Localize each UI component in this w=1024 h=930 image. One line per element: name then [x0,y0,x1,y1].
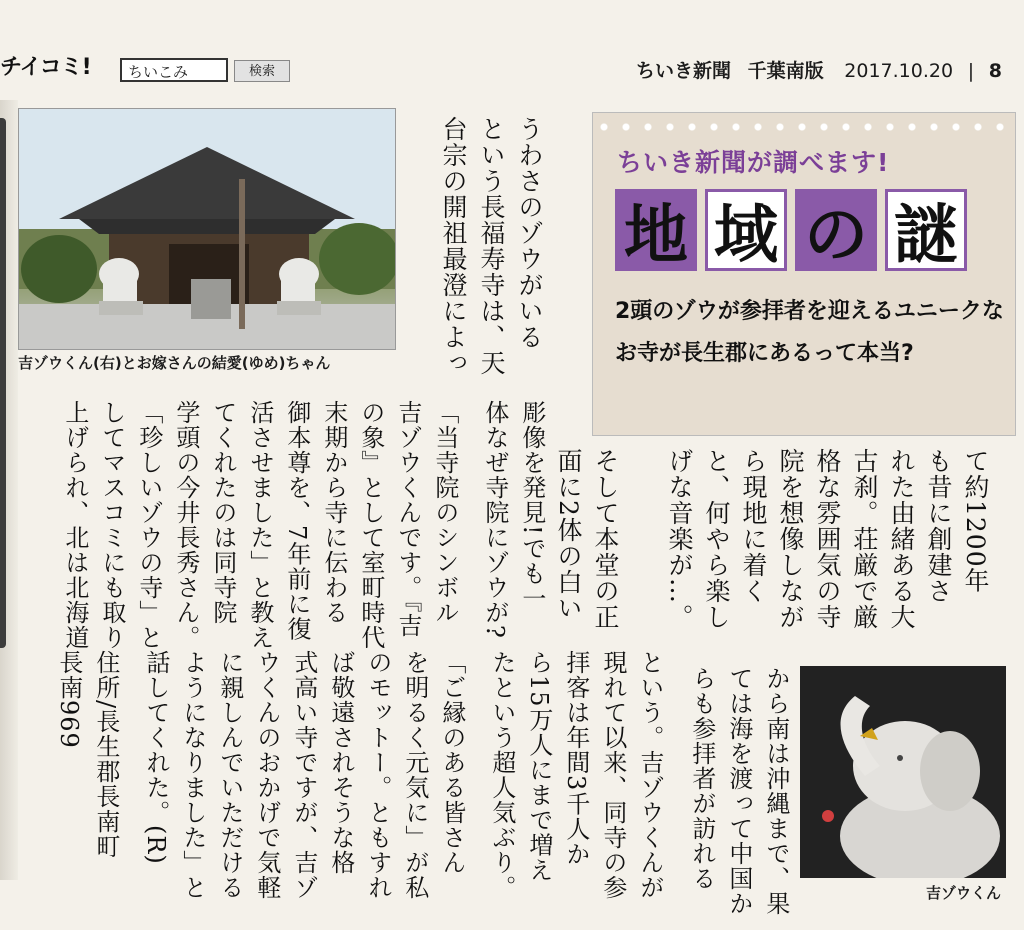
paper-name: ちいき新聞 [636,60,732,82]
body-col-m12: 学頭の今井長秀さん。 [171,400,200,650]
header [0,0,1024,92]
body-col-b1: という。吉ゾウくんが [635,650,664,900]
body-col-m6: 吉ゾウくんです。『吉 [393,400,422,638]
search-button[interactable]: 検索 [234,60,290,82]
body-col-m8: 末期から寺に伝わる [319,400,348,625]
body-col-b9: ば敬遠されそうな格 [326,650,355,875]
title-subheading: ちいき新聞が調べます! [617,148,890,177]
body-col-b3: 拝客は年間3千人か [561,650,590,867]
body-col-m4: 体なぜ寺院にゾウが? [480,400,509,639]
title-char-3: の [795,189,877,271]
body-col-top-3: 台宗の開祖最澄によっ [439,116,468,376]
body-col-r8: と、何やら楽し [702,448,731,630]
body-col-b4: ら15万人にまで増え [524,650,553,883]
body-col-m11: てくれたのは同寺院 [208,400,237,625]
body-col-top-1: うわさのゾウがいる [515,116,544,350]
issue-meta [636,56,1002,83]
body-col-r9: げな音楽が…。 [665,448,694,630]
body-col-m13: 「珍しいゾウの寺」と [134,400,163,650]
photo-caption: 吉ゾウくん(右)とお嫁さんの結愛(ゆめ)ちゃん [18,354,331,372]
body-col-m5: 「当寺院のシンボル [430,400,459,625]
body-col-r5: 格な雰囲気の寺 [813,448,842,630]
title-char-1: 地 [615,189,697,271]
title-char-2: 域 [705,189,787,271]
body-col-r7: ら現地に着く [739,448,768,604]
elephant-caption: 吉ゾウくん [926,884,1002,902]
body-col-b14: 話してくれた。(R) [141,650,170,865]
dotted-border [593,119,1015,135]
body-col-m15: 上げられ、北は北海道 [60,400,89,650]
page-number: 8 [988,60,1002,82]
temple-photo [18,108,396,350]
body-col-r6: 院を想像しなが [776,448,805,630]
issue-date: 2017.10.20 [844,60,954,82]
body-col-b5: たという超人気ぶり。 [487,650,516,900]
title-heading [615,189,967,271]
body-col-b15: 住所/長生郡長南町 [91,650,120,860]
body-col-r3: れた由緒ある大 [887,448,916,630]
site-logo[interactable]: チイコミ! [0,55,91,80]
body-col-rl1: から南は沖縄まで、果 [761,666,790,916]
body-col-b2: 現れて以来、同寺の参 [598,650,627,900]
body-col-b7: を明るく元気に」が私 [400,650,429,900]
body-col-b8: のモットー。ともすれ [363,650,392,900]
body-col-rl2: ては海を渡って中国か [724,666,753,916]
body-col-b6: 「ご縁のある皆さん [437,650,466,875]
body-col-rl3: らも参拝者が訪れる [687,666,716,891]
body-col-m7: の象』として室町時代 [356,400,385,650]
title-box [592,112,1016,436]
body-col-m14: してマスコミにも取り [97,400,126,650]
body-col-r4: 古刹。荘厳で厳 [850,448,879,630]
edition-name: 千葉南版 [747,60,824,82]
body-col-b11: ウくんのおかげで気軽 [252,650,281,900]
body-col-r2: も昔に創建さ [924,448,953,604]
body-col-m10: 活させました」と教え [245,400,274,650]
body-col-r1: て約1200年 [961,448,990,594]
search-input[interactable]: ちいこみ [120,58,228,82]
body-col-m2: 面に2体の白い [554,448,583,621]
body-col-top-2: という長福寿寺は、天 [477,116,506,376]
body-col-b10: 式高い寺ですが、吉ゾ [289,650,318,900]
lead-text: 2頭のゾウが参拝者を迎えるユニークなお寺が長生郡にあるって本当? [615,299,1004,366]
body-col-b16: 長南969 [54,650,83,749]
body-col-m1: そして本堂の正 [591,448,620,630]
elephant-photo [800,666,1006,878]
page-fold [0,118,6,648]
body-col-m3: 彫像を発見!でも一 [517,400,546,611]
body-col-b12: に親しんでいただける [215,650,244,900]
body-col-b13: ようになりました」と [178,650,207,900]
title-char-4: 謎 [885,189,967,271]
separator: | [967,60,975,82]
body-col-m9: 御本尊を、7年前に復 [282,400,311,642]
